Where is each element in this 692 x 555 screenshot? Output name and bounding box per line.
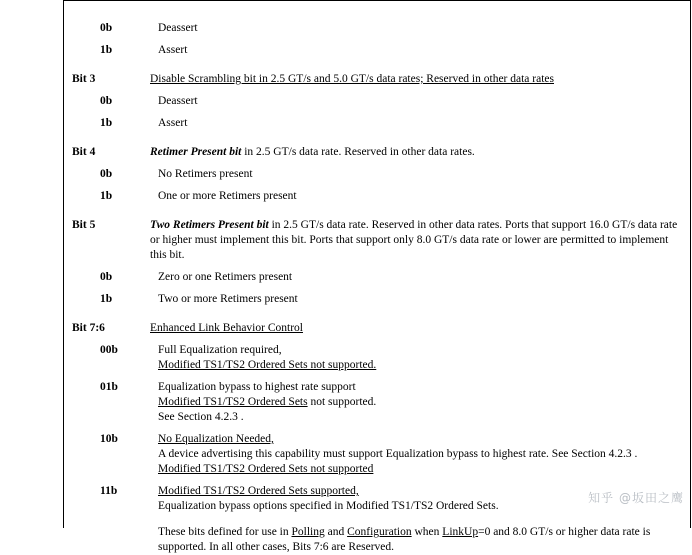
value-code: 01b — [100, 381, 118, 393]
footer-note-row — [100, 525, 682, 555]
value-description — [158, 292, 682, 307]
value-row — [100, 343, 682, 373]
value-code: 0b — [100, 95, 113, 107]
bit-label — [72, 6, 150, 21]
text-segment: Enhanced Link Behavior Control — [150, 322, 303, 334]
text-segment: Assert — [158, 117, 188, 129]
text-segment: Disable Scrambling bit in 2.5 GT/s and 5.0 GT/s data rates; Reserved in other data rates — [150, 73, 554, 85]
table-right-border — [690, 0, 691, 528]
value-row — [100, 94, 682, 109]
register-bit-table — [64, 0, 690, 553]
text-segment: Modified TS1/TS2 Ordered Sets not supported — [158, 463, 374, 475]
text-segment: Equalization bypass to highest rate support — [158, 381, 356, 393]
value-code: 0b — [100, 22, 113, 34]
text-segment: Modified TS1/TS2 Ordered Sets — [158, 396, 308, 408]
text-segment: when — [411, 526, 443, 538]
text-segment: One or more Retimers present — [158, 190, 297, 202]
text-segment: LinkUp — [442, 526, 479, 538]
value-spacer — [100, 87, 682, 94]
text-segment: in 2.5 GT/s data rate. Reserved in other data rates. — [241, 146, 475, 158]
value-spacer — [100, 285, 682, 292]
value-code: 1b — [100, 117, 113, 129]
row-spacer — [72, 58, 682, 72]
text-segment: See Section 4.2.3 . — [158, 411, 244, 423]
text-segment: Modified TS1/TS2 Ordered Sets supported, — [158, 485, 359, 497]
value-description — [158, 343, 682, 373]
text-segment: Two or more Retimers present — [158, 293, 298, 305]
value-row — [100, 484, 682, 514]
footer-note-text — [158, 525, 682, 555]
footer-spacer — [72, 514, 682, 525]
value-row — [100, 270, 682, 285]
bit-description — [150, 72, 682, 87]
value-description — [158, 116, 682, 131]
text-segment: Deassert — [158, 22, 198, 34]
value-code: 1b — [100, 190, 113, 202]
table-row — [72, 6, 682, 21]
value-description — [158, 167, 682, 182]
value-spacer — [100, 336, 682, 343]
value-code: 1b — [100, 293, 113, 305]
text-segment: and — [324, 526, 348, 538]
bit-description — [150, 145, 682, 160]
value-list — [72, 160, 682, 204]
value-spacer — [100, 109, 682, 116]
value-row — [100, 167, 682, 182]
text-segment: in 2.5 GT/s data rate. Reserved in other data rates. Ports that support 16.0 GT/s data rate or higher must implement this bit. Ports that support only 8.0 GT/s data rate or lower are permitted to implement this bit. — [150, 219, 678, 261]
value-spacer — [100, 160, 682, 167]
value-description — [158, 484, 682, 514]
value-row — [100, 432, 682, 477]
bit-label: Bit 3 — [72, 73, 96, 85]
text-segment: Polling — [291, 526, 325, 538]
bit-description — [150, 218, 682, 263]
text-segment: Full Equalization required, — [158, 344, 282, 356]
value-row — [100, 116, 682, 131]
text-segment: not supported. — [307, 396, 377, 408]
value-spacer — [100, 425, 682, 432]
value-description — [158, 270, 682, 285]
value-list — [72, 263, 682, 307]
value-spacer — [100, 477, 682, 484]
value-description — [158, 21, 682, 36]
table-row — [72, 321, 682, 336]
footer-note-wrap — [72, 525, 682, 555]
text-segment: Zero or one Retimers present — [158, 271, 293, 283]
row-spacer — [72, 307, 682, 321]
table-row — [72, 145, 682, 160]
value-spacer — [100, 373, 682, 380]
bit-label: Bit 7:6 — [72, 322, 105, 334]
bit-label: Bit 5 — [72, 219, 96, 231]
value-code: 0b — [100, 271, 113, 283]
value-list — [72, 21, 682, 58]
value-list — [72, 87, 682, 131]
value-code: 0b — [100, 168, 113, 180]
text-segment: =0 and 8.0 GT/s or higher data rate is supported. In all other cases, Bits 7:6 are Reserved. — [158, 526, 651, 553]
value-row — [100, 21, 682, 36]
value-row — [100, 380, 682, 425]
row-spacer — [72, 131, 682, 145]
value-description — [158, 189, 682, 204]
value-row — [100, 292, 682, 307]
value-code: 00b — [100, 344, 118, 356]
value-spacer — [100, 36, 682, 43]
footer-note-gutter — [100, 525, 158, 540]
text-segment: Configuration — [347, 526, 412, 538]
text-segment: Retimer Present bit — [150, 146, 242, 158]
text-segment: A device advertising this capability must support Equalization bypass to highest rate. See Section 4.2.3 . — [158, 448, 638, 460]
text-segment: Two Retimers Present bit — [150, 219, 269, 231]
table-row — [72, 72, 682, 87]
value-description — [158, 94, 682, 109]
value-spacer — [100, 263, 682, 270]
text-segment: These bits defined for use in — [158, 526, 292, 538]
value-code: 10b — [100, 433, 118, 445]
watermark-text: 知乎 @坂田之鹰 — [588, 491, 684, 505]
value-spacer — [100, 182, 682, 189]
text-segment: No Equalization Needed, — [158, 433, 274, 445]
text-segment: Assert — [158, 44, 188, 56]
row-spacer — [72, 204, 682, 218]
table-row — [72, 218, 682, 263]
value-code: 1b — [100, 44, 113, 56]
bit-label: Bit 4 — [72, 146, 96, 158]
value-description — [158, 43, 682, 58]
bit-description — [150, 321, 682, 336]
text-segment: Modified TS1/TS2 Ordered Sets not supported. — [158, 359, 377, 371]
value-description — [158, 432, 682, 477]
bit-description — [150, 6, 682, 21]
value-code: 11b — [100, 485, 118, 497]
value-description — [158, 380, 682, 425]
value-row — [100, 43, 682, 58]
value-list — [72, 336, 682, 514]
text-segment: Deassert — [158, 95, 198, 107]
value-row — [100, 189, 682, 204]
text-segment: Equalization bypass options specified in Modified TS1/TS2 Ordered Sets. — [158, 500, 499, 512]
text-segment: No Retimers present — [158, 168, 253, 180]
